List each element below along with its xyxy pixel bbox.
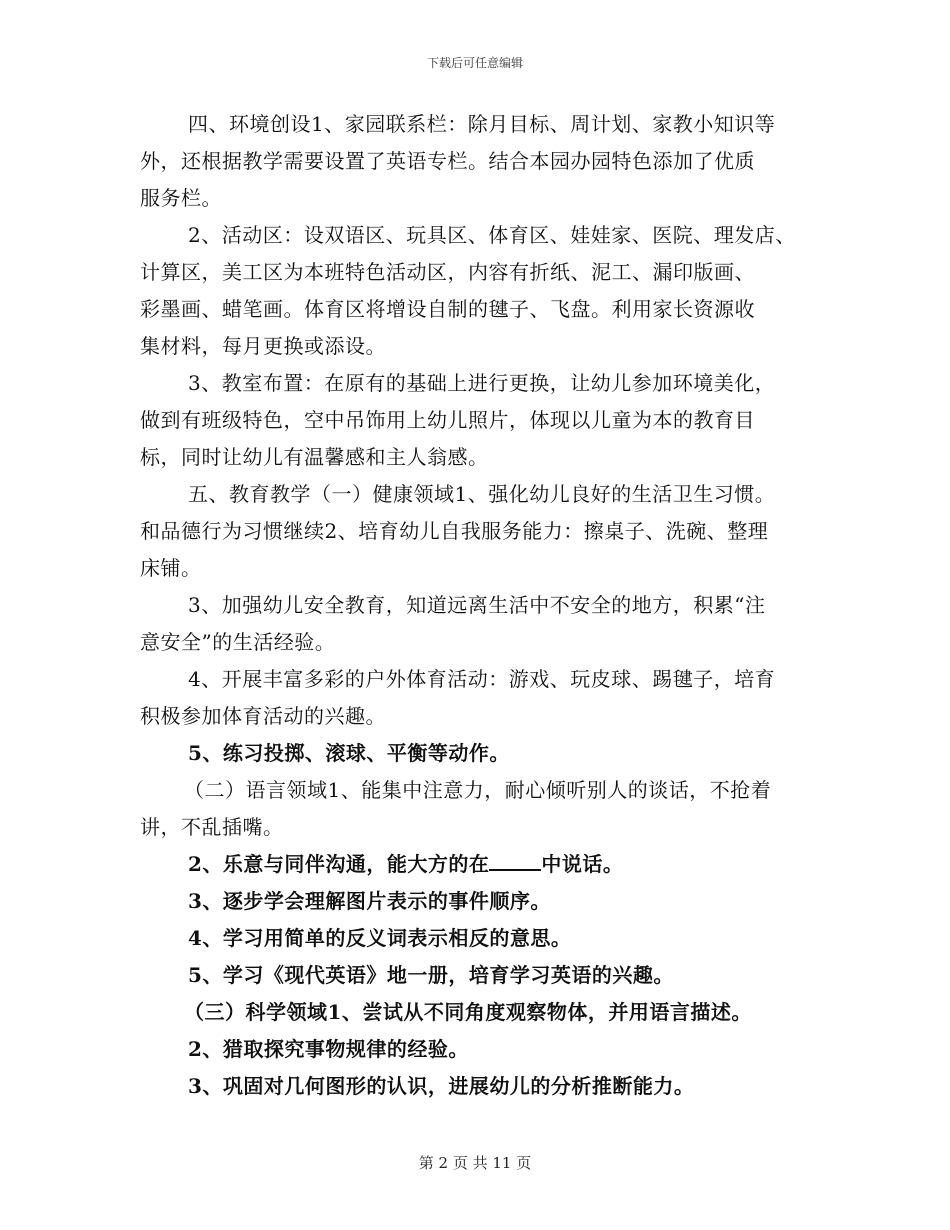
paragraph-line: 3、教室布置：在原有的基础上进行更换，让幼儿参加环境美化， — [188, 371, 776, 395]
paragraph-line: 3、加强幼儿安全教育，知道远离生活中不安全的地方，积累“注 — [188, 593, 766, 617]
paragraph-line: 服务栏。 — [140, 186, 222, 210]
paragraph-line: 四、环境创设1、家园联系栏：除月目标、周计划、家教小知识等 — [188, 112, 776, 136]
paragraph-line: （二）语言领域1、能集中注意力，耐心倾听别人的谈话，不抢着 — [184, 778, 772, 802]
fill-in-blank — [489, 847, 541, 871]
paragraph-line: 标，同时让幼儿有温馨感和主人翁感。 — [140, 445, 489, 469]
paragraph-line: 五、教育教学（一）健康领域1、强化幼儿良好的生活卫生习惯。 — [188, 482, 776, 506]
paragraph-line: 5、学习《现代英语》地一册，培育学习英语的兴趣。 — [188, 963, 674, 987]
paragraph-line: 4、开展丰富多彩的户外体育活动：游戏、玩皮球、踢毽子，培育 — [188, 667, 776, 691]
paragraph-line: 3、逐步学会理解图片表示的事件顺序。 — [188, 889, 551, 913]
paragraph-line: 做到有班级特色，空中吊饰用上幼儿照片，体现以儿童为本的教育目 — [140, 408, 755, 432]
paragraph-line: （三）科学领域1、尝试从不同角度观察物体，并用语言描述。 — [184, 1000, 752, 1024]
paragraph-line: 彩墨画、蜡笔画。体育区将增设自制的毽子、飞盘。利用家长资源收 — [140, 297, 755, 321]
paragraph-line: 和品德行为习惯继续2、培育幼儿自我服务能力：擦桌子、洗碗、整理 — [140, 519, 769, 543]
line-text-after-blank: 中说话。 — [541, 852, 624, 876]
paragraph-line: 计算区，美工区为本班特色活动区，内容有折纸、泥工、漏印版画、 — [140, 260, 755, 284]
paragraph-line: 2、活动区：设双语区、玩具区、体育区、娃娃家、医院、理发店、 — [188, 223, 796, 247]
paragraph-line: 外，还根据教学需要设置了英语专栏。结合本园办园特色添加了优质 — [140, 149, 755, 173]
paragraph-line: 3、巩固对几何图形的认识，进展幼儿的分析推断能力。 — [188, 1074, 695, 1098]
paragraph-line: 2、猎取探究事物规律的经验。 — [188, 1037, 469, 1061]
paragraph-line: 集材料，每月更换或添设。 — [140, 334, 386, 358]
paragraph-line: 讲，不乱插嘴。 — [140, 815, 284, 839]
paragraph-line-with-blank — [188, 847, 623, 881]
line-text-before-blank: 2、乐意与同伴沟通，能大方的在 — [188, 852, 490, 876]
paragraph-line: 意安全”的生活经验。 — [140, 630, 336, 654]
paragraph-line: 积极参加体育活动的兴趣。 — [140, 704, 386, 728]
paragraph-line: 床铺。 — [140, 556, 202, 580]
paragraph-line: 4、学习用简单的反义词表示相反的意思。 — [188, 926, 572, 950]
paragraph-line: 5、练习投掷、滚球、平衡等动作。 — [188, 741, 510, 765]
page-header: 下载后可任意编辑 — [426, 56, 523, 70]
page-number: 第 2 页 共 11 页 — [418, 1154, 532, 1172]
